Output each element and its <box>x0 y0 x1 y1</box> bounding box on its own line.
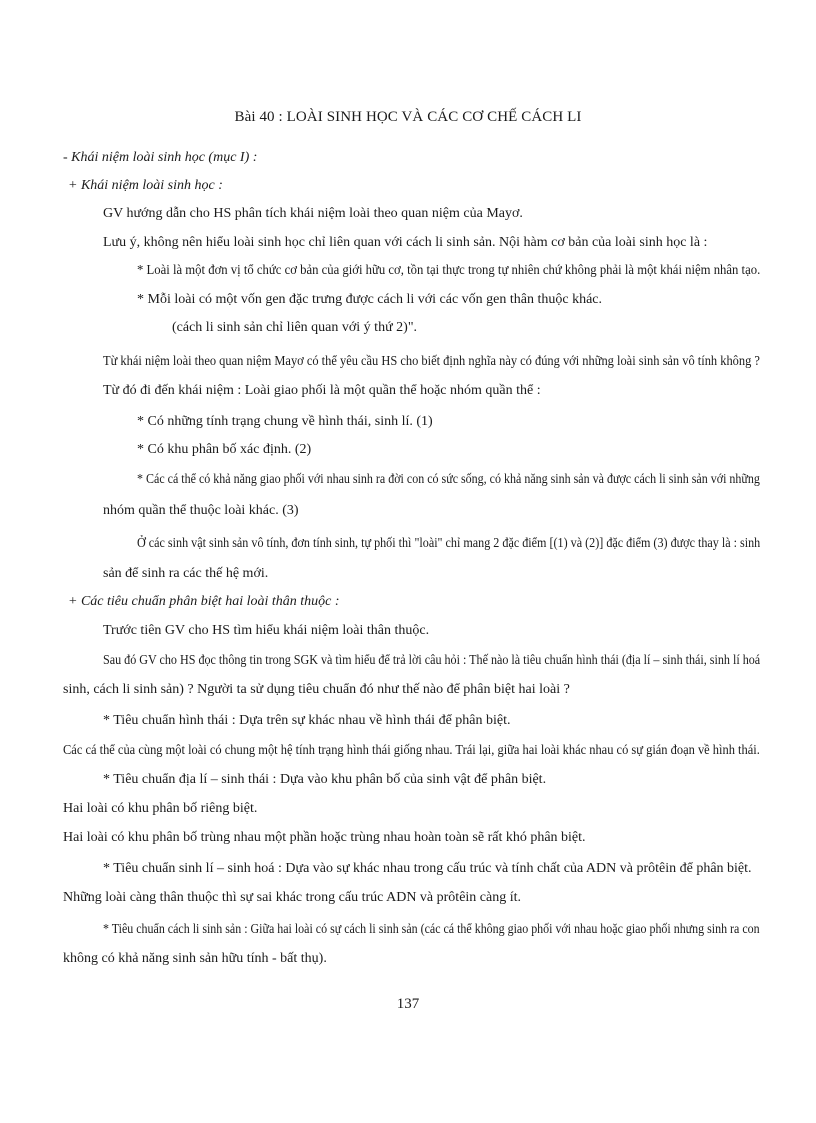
paragraph-line: không có khả năng sinh sản hữu tính - bất thụ). <box>63 951 327 966</box>
bullet-line: * Có những tính trạng chung về hình thái, sinh lí. (1) <box>137 414 433 429</box>
bullet-line: * Có khu phân bố xác định. (2) <box>137 442 312 457</box>
paragraph-line: Hai loài có khu phân bố trùng nhau một phần hoặc trùng nhau hoàn toàn sẽ rất khó phân biệt. <box>63 830 586 845</box>
subsection-heading: + Khái niệm loài sinh học : <box>68 178 223 193</box>
paragraph-line: GV hướng dẫn cho HS phân tích khái niệm loài theo quan niệm của Mayơ. <box>103 206 523 221</box>
bullet-line: * Tiêu chuẩn sinh lí – sinh hoá : Dựa vào sự khác nhau trong cấu trúc và tính chất của ADN và prôtêin để phân biệt. <box>103 861 752 876</box>
section-heading: - Khái niệm loài sinh học (mục I) : <box>63 150 258 165</box>
bullet-line: * Các cá thể có khả năng giao phối với nhau sinh ra đời con có sức sống, có khả năng sinh sản và được cách li sinh sản với những <box>137 472 760 487</box>
paragraph-line: Sau đó GV cho HS đọc thông tin trong SGK và tìm hiểu để trả lời câu hỏi : Thế nào là tiêu chuẩn hình thái (địa lí – sinh thái, sinh lí hoá <box>103 653 761 668</box>
lesson-title: Bài 40 : LOÀI SINH HỌC VÀ CÁC CƠ CHẾ CÁCH LI <box>234 109 582 125</box>
paragraph-line: sản để sinh ra các thế hệ mới. <box>103 566 269 581</box>
paragraph-line: nhóm quần thể thuộc loài khác. (3) <box>103 503 299 518</box>
paragraph-line: Ở các sinh vật sinh sản vô tính, đơn tính sinh, tự phối thì "loài" chỉ mang 2 đặc điểm [(1) và (2)] đặc điểm (3) được thay là : sinh <box>137 536 761 551</box>
paragraph-line: sinh, cách li sinh sản) ? Người ta sử dụng tiêu chuẩn đó như thế nào để phân biệt hai loài ? <box>63 682 570 697</box>
bullet-line: * Mỗi loài có một vốn gen đặc trưng được cách li với các vốn gen thân thuộc khác. <box>137 292 603 307</box>
paragraph-line: (cách li sinh sản chỉ liên quan với ý thứ 2)". <box>172 320 418 335</box>
bullet-line: * Tiêu chuẩn cách li sinh sản : Giữa hai loài có sự cách li sinh sản (các cá thể không giao phối với nhau hoặc giao phối nhưng sinh ra con <box>103 922 760 937</box>
paragraph-line: Hai loài có khu phân bố riêng biệt. <box>63 801 258 816</box>
bullet-line: * Loài là một đơn vị tổ chức cơ bản của giới hữu cơ, tồn tại thực trong tự nhiên chứ không phải là một khái niệm nhân tạo. <box>137 263 761 278</box>
bullet-line: * Tiêu chuẩn địa lí – sinh thái : Dựa vào khu phân bố của sinh vật để phân biệt. <box>103 772 547 787</box>
page-number: 137 <box>396 996 420 1012</box>
paragraph-line: Lưu ý, không nên hiểu loài sinh học chỉ liên quan với cách li sinh sản. Nội hàm cơ bản của loài sinh học là : <box>103 235 708 250</box>
paragraph-line: Các cá thể của cùng một loài có chung một hệ tính trạng hình thái giống nhau. Trái lại, giữa hai loài khác nhau có sự gián đoạn về hình thái. <box>63 743 760 758</box>
paragraph-line: Từ đó đi đến khái niệm : Loài giao phối là một quần thể hoặc nhóm quần thể : <box>103 383 541 398</box>
paragraph-line: Trước tiên GV cho HS tìm hiểu khái niệm loài thân thuộc. <box>103 623 430 638</box>
bullet-line: * Tiêu chuẩn hình thái : Dựa trên sự khác nhau về hình thái để phân biệt. <box>103 713 511 728</box>
paragraph-line: Những loài càng thân thuộc thì sự sai khác trong cấu trúc ADN và prôtêin càng ít. <box>63 890 522 905</box>
paragraph-line: Từ khái niệm loài theo quan niệm Mayơ có thể yêu cầu HS cho biết định nghĩa này có đúng với những loài sinh sản vô tính không ? <box>103 354 760 369</box>
subsection-heading: + Các tiêu chuẩn phân biệt hai loài thân thuộc : <box>68 594 340 609</box>
